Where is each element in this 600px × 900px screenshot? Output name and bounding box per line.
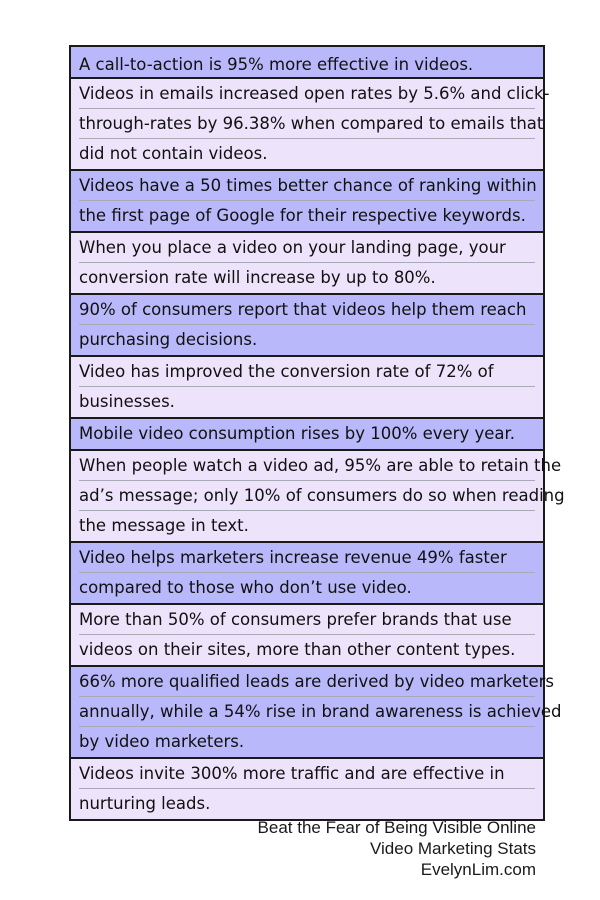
caption-block (258, 817, 536, 880)
stat-line: videos on their sites, more than other content types. (79, 640, 516, 659)
stat-line: by video marketers. (79, 732, 245, 751)
caption-title: Beat the Fear of Being Visible Online (257, 818, 536, 837)
stat-line: the first page of Google for their respective keywords. (79, 206, 526, 225)
stat-row (71, 233, 543, 295)
stat-line: Videos invite 300% more traffic and are effective in (79, 759, 535, 789)
stat-line: 90% of consumers report that videos help them reach (79, 295, 535, 325)
stat-row (71, 79, 550, 171)
stat-line: More than 50% of consumers prefer brands that use (79, 605, 535, 635)
stat-row (71, 47, 543, 79)
stat-line: Video has improved the conversion rate of 72% of (79, 357, 535, 387)
stat-line: A call-to-action is 95% more effective in videos. (79, 55, 474, 74)
stat-row (71, 419, 543, 451)
caption-subtitle: Video Marketing Stats (370, 839, 536, 858)
stat-line: annually, while a 54% rise in brand awareness is achieved (79, 697, 535, 727)
stat-row (71, 171, 543, 233)
stat-line: conversion rate will increase by up to 80%. (79, 268, 436, 287)
stat-line: ad’s message; only 10% of consumers do so when reading (79, 481, 535, 511)
stat-line: Videos have a 50 times better chance of ranking within (79, 171, 535, 201)
stat-line: Mobile video consumption rises by 100% every year. (79, 424, 516, 443)
stat-line: Video helps marketers increase revenue 49% faster (79, 543, 535, 573)
stats-table (69, 45, 565, 821)
stat-row (71, 295, 543, 357)
stat-line: When you place a video on your landing page, your (79, 233, 535, 263)
stat-line: the message in text. (79, 516, 249, 535)
stat-line: Videos in emails increased open rates by 5.6% and click- (79, 79, 535, 109)
stat-row (71, 667, 562, 759)
stat-line: 66% more qualified leads are derived by video marketers (79, 667, 535, 697)
stat-line: businesses. (79, 392, 175, 411)
stat-row (71, 357, 543, 419)
stat-line: through-rates by 96.38% when compared to emails that (79, 109, 535, 139)
stat-row (71, 543, 543, 605)
stat-line: compared to those who don’t use video. (79, 578, 412, 597)
stat-row (71, 759, 543, 821)
caption-website: EvelynLim.com (420, 860, 536, 879)
stat-line: did not contain videos. (79, 144, 268, 163)
stat-line: nurturing leads. (79, 794, 211, 813)
stat-line: purchasing decisions. (79, 330, 258, 349)
stat-row (71, 605, 543, 667)
stat-row (71, 451, 565, 543)
stat-line: When people watch a video ad, 95% are able to retain the (79, 451, 535, 481)
